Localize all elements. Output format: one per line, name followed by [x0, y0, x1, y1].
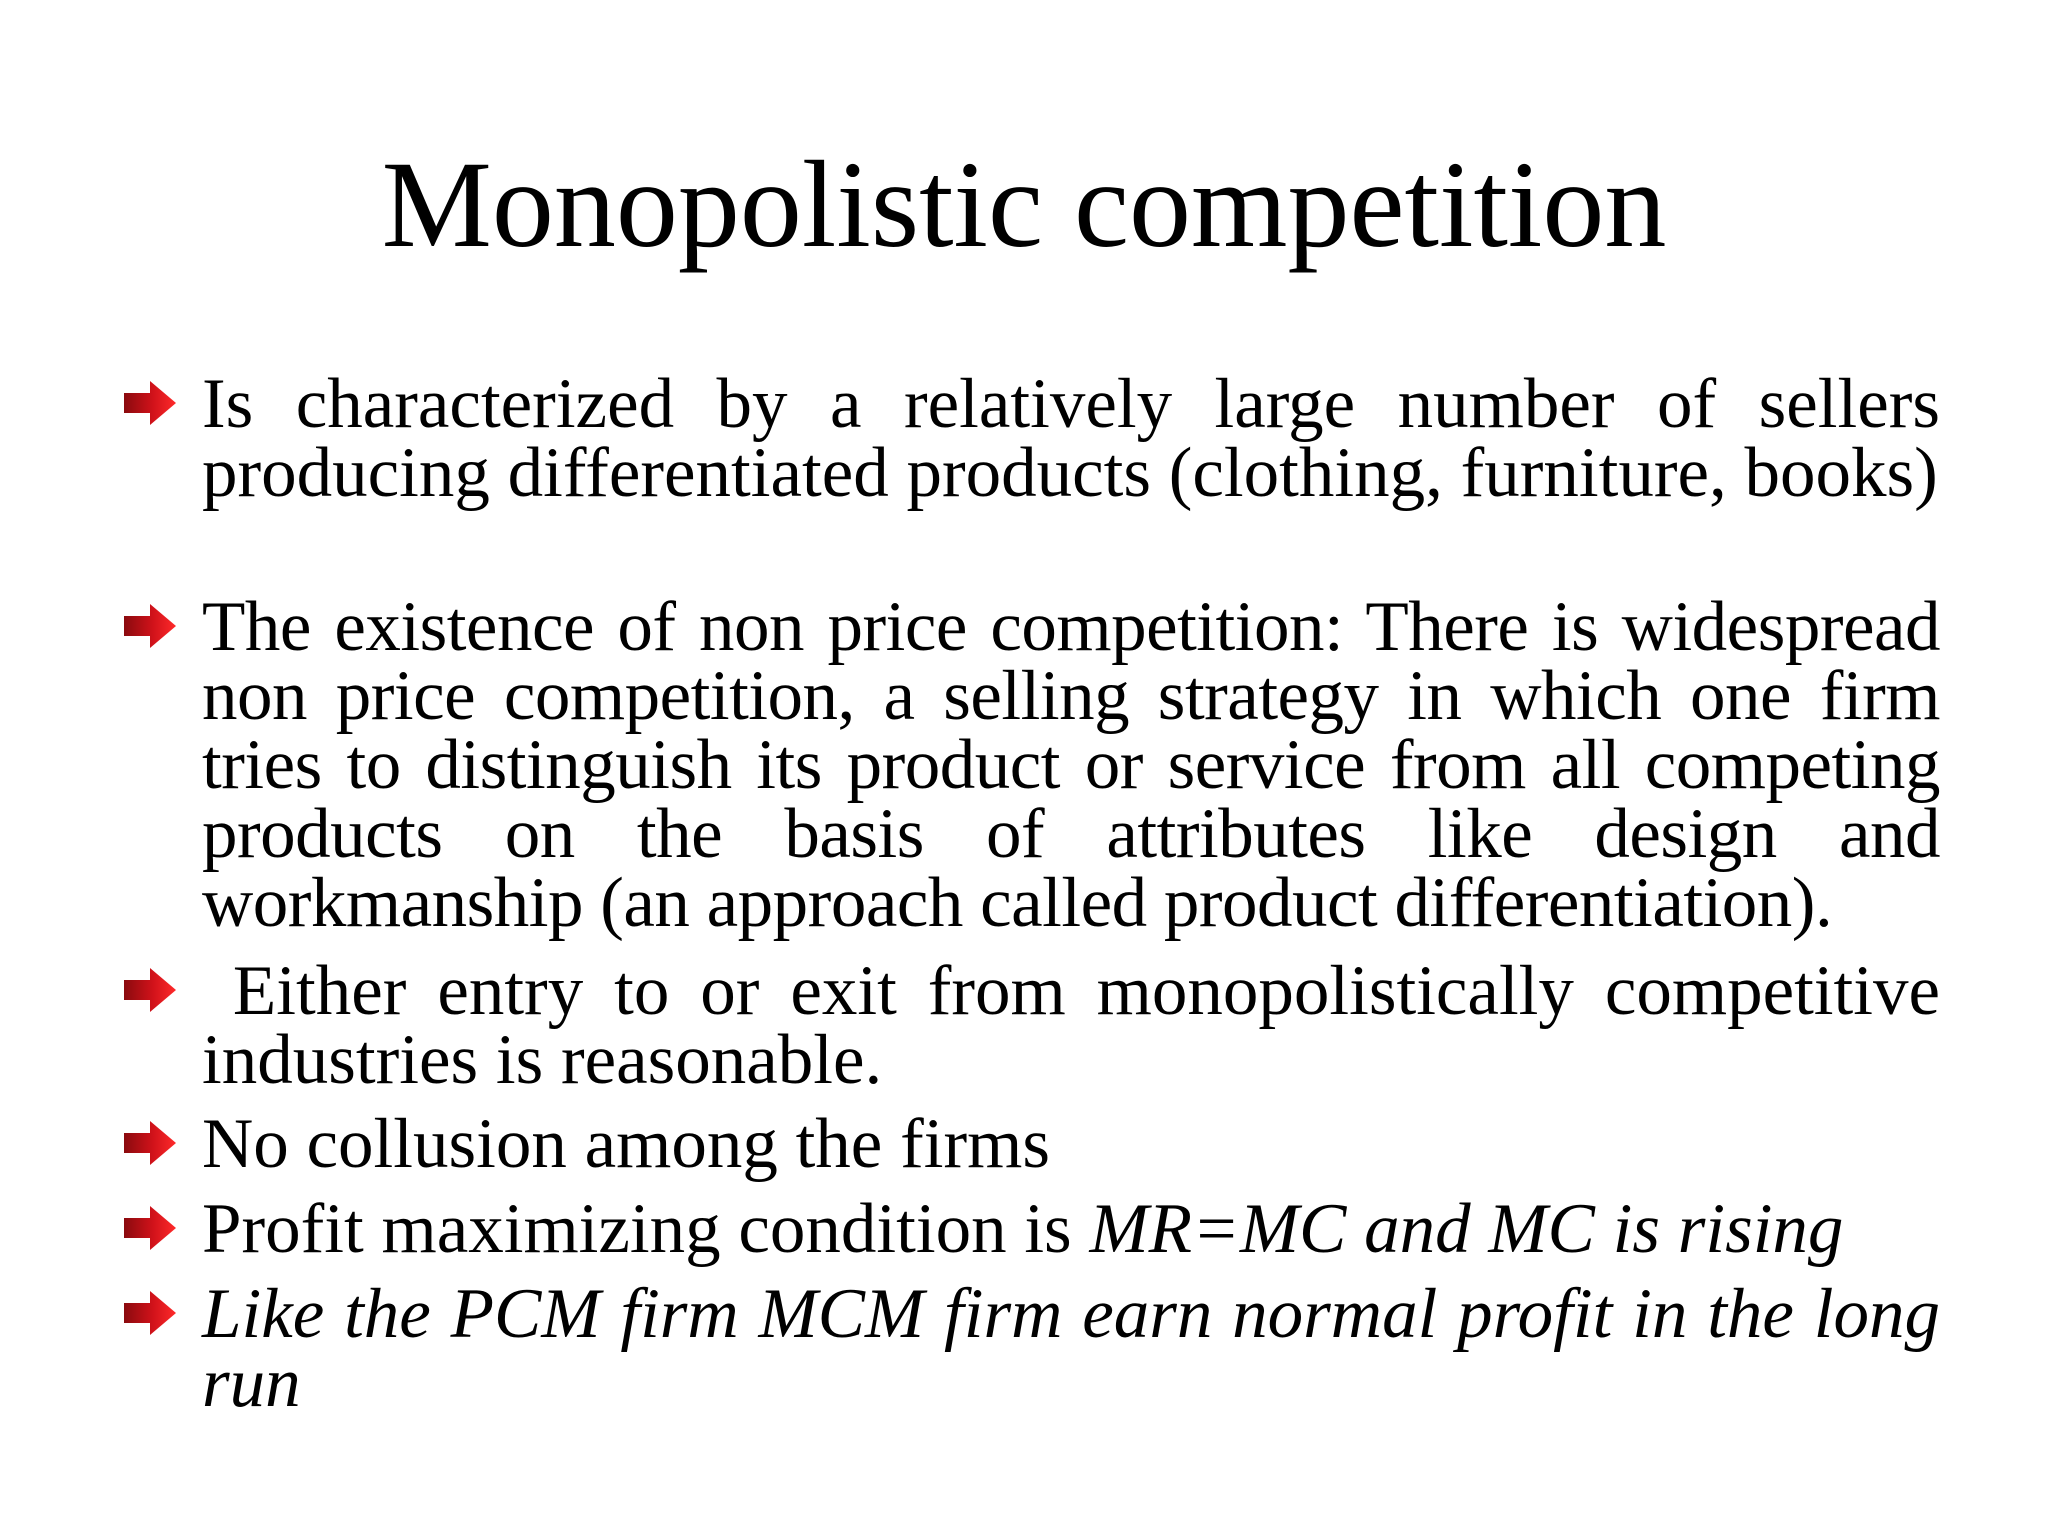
red-arrow-icon — [124, 968, 176, 1012]
slide-title: Monopolistic competition — [381, 136, 1667, 273]
bullet-text: The existence of non price competition: There is widespread non price competition, a selling strategy in which one firm tries to distinguish its product or service from all competing products on the basis of attributes like design and workmanship (an approach called product differentiation). — [202, 588, 1940, 942]
bullet-text: Like the PCM firm MCM firm earn normal profit in the long run — [202, 1275, 1940, 1422]
bullet-text: Is characterized by a relatively large number of sellers producing differentiated products (clothing, furniture, books) — [202, 365, 1940, 512]
bullet-text-plain: Profit maximizing condition is — [202, 1190, 1090, 1268]
bullet-text-italic: MR=MC and MC is rising — [1089, 1190, 1844, 1268]
bullet-text — [202, 1190, 1940, 1268]
red-arrow-icon — [124, 381, 176, 425]
red-arrow-icon — [124, 1121, 176, 1165]
red-arrow-icon — [124, 1291, 176, 1335]
red-arrow-icon — [124, 1206, 176, 1250]
bullet-text: No collusion among the firms — [202, 1105, 1050, 1183]
red-arrow-icon — [124, 604, 176, 648]
bullet-text: Either entry to or exit from monopolistically competitive industries is reasonable. — [202, 952, 1958, 1099]
